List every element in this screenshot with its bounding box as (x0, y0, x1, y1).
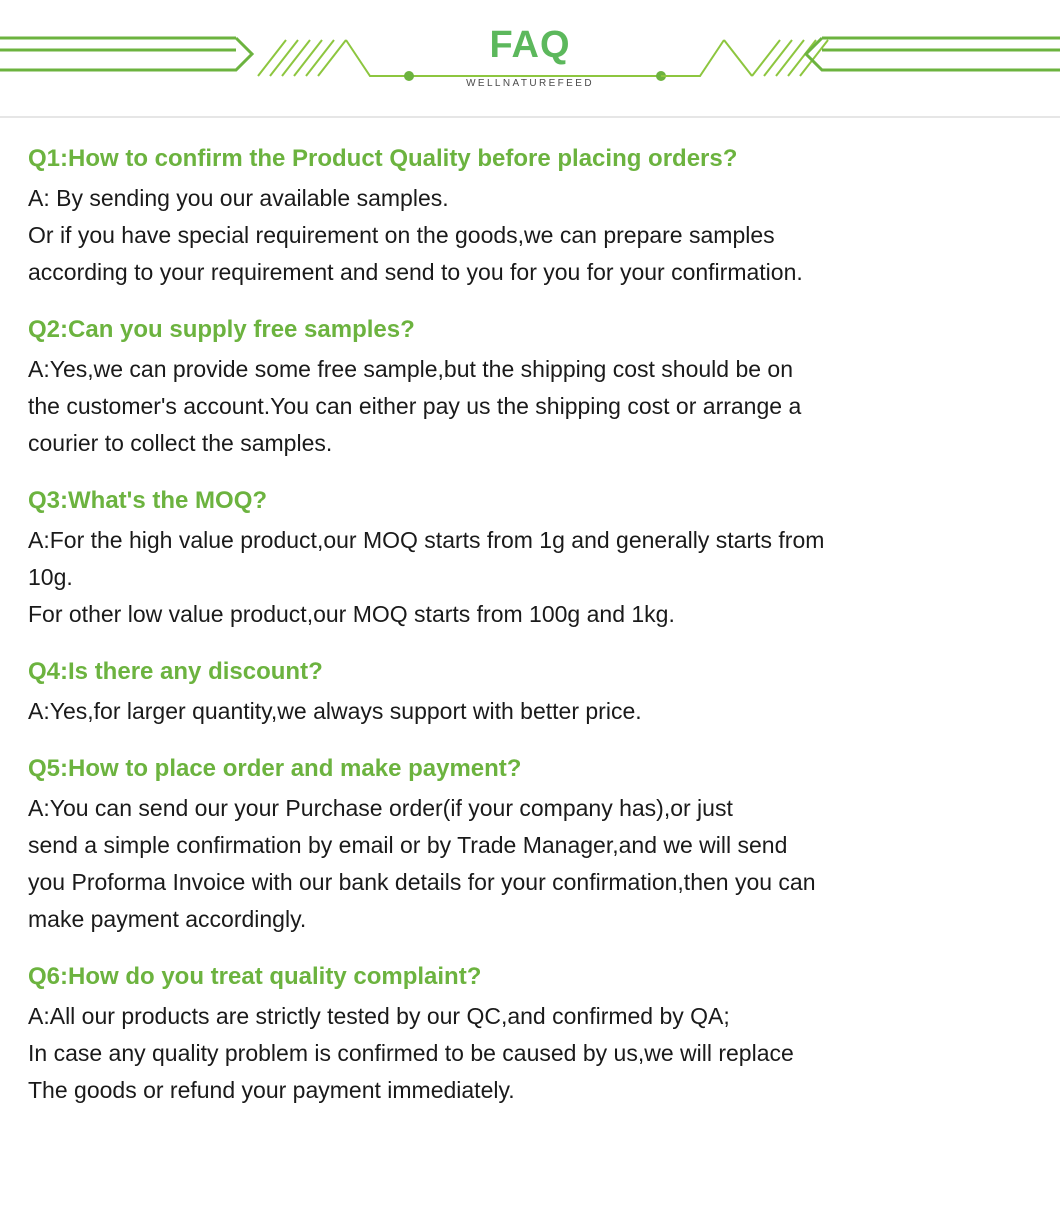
faq-question: Q6:How do you treat quality complaint? (28, 963, 482, 990)
faq-answer-line: you Proforma Invoice with our bank details for your confirmation,then you can (28, 869, 816, 895)
faq-header-banner (0, 0, 1060, 118)
faq-question: Q3:What's the MOQ? (28, 487, 268, 514)
faq-item (28, 484, 1032, 633)
faq-answer-line: Or if you have special requirement on the goods,we can prepare samples (28, 222, 775, 248)
faq-item (28, 655, 1032, 730)
faq-answer-line: A:Yes,for larger quantity,we always support with better price. (28, 698, 642, 724)
faq-answer-line: A: By sending you our available samples. (28, 185, 449, 211)
faq-answer-line: For other low value product,our MOQ starts from 100g and 1kg. (28, 601, 675, 627)
faq-answer-line: send a simple confirmation by email or by Trade Manager,and we will send (28, 832, 788, 858)
faq-question: Q1:How to confirm the Product Quality before placing orders? (28, 145, 738, 172)
faq-item (28, 313, 1032, 462)
faq-answer-line: In case any quality problem is confirmed to be caused by us,we will replace (28, 1040, 794, 1066)
faq-answer-line: 10g. (28, 564, 73, 590)
faq-answer-line: A:You can send our your Purchase order(if your company has),or just (28, 795, 733, 821)
faq-answer-line: The goods or refund your payment immediately. (28, 1077, 515, 1103)
banner-decoration-icon (0, 0, 1060, 118)
faq-answer-line: according to your requirement and send to you for you for your confirmation. (28, 259, 803, 285)
faq-answer-line: A:For the high value product,our MOQ starts from 1g and generally starts from (28, 527, 825, 553)
faq-answer-line: A:Yes,we can provide some free sample,but the shipping cost should be on (28, 356, 794, 382)
faq-answer-line: the customer's account.You can either pay us the shipping cost or arrange a (28, 393, 802, 419)
faq-question: Q4:Is there any discount? (28, 658, 323, 685)
brand-name: WELLNATUREFEED (466, 78, 594, 89)
faq-answer-line: A:All our products are strictly tested by our QC,and confirmed by QA; (28, 1003, 730, 1029)
faq-answer-line: make payment accordingly. (28, 906, 307, 932)
faq-item (28, 142, 1032, 291)
faq-question: Q2:Can you supply free samples? (28, 316, 415, 343)
faq-item (28, 752, 1032, 938)
faq-answer-line: courier to collect the samples. (28, 430, 333, 456)
faq-question: Q5:How to place order and make payment? (28, 755, 522, 782)
page-title: FAQ (489, 24, 571, 66)
faq-item (28, 960, 1032, 1109)
faq-list (0, 118, 1060, 1109)
